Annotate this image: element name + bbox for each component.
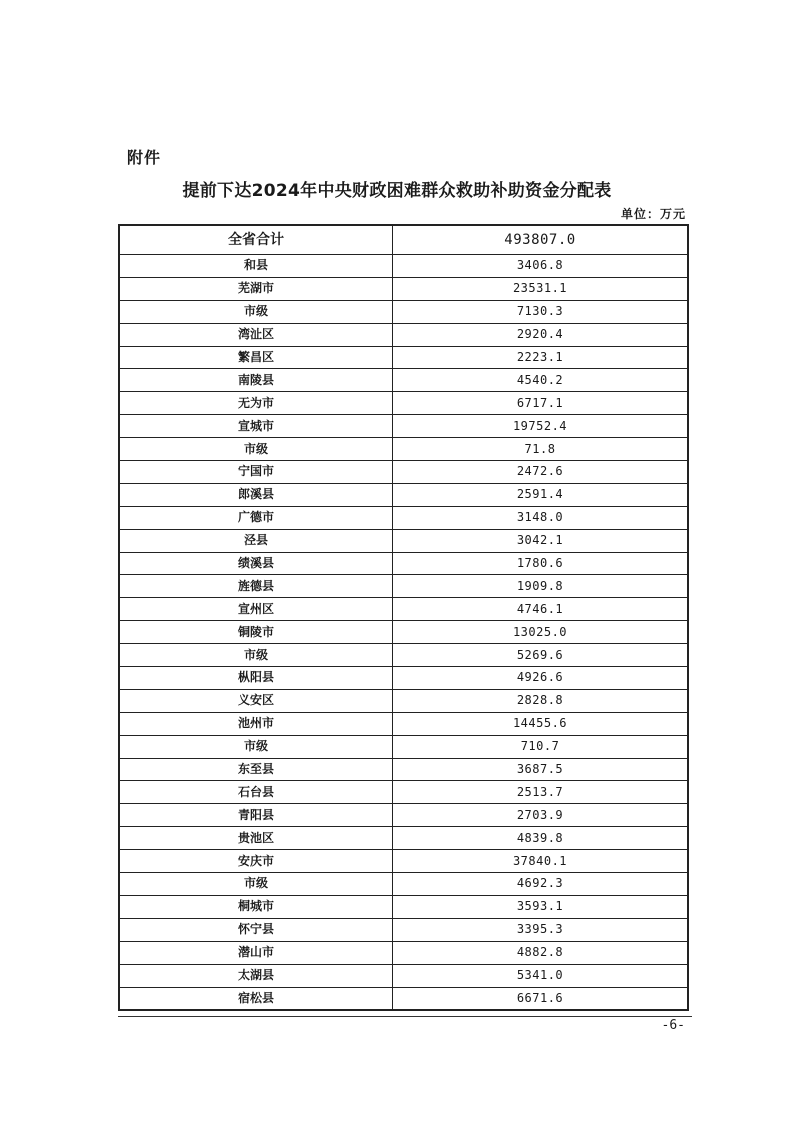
region-name: 全省合计 [119, 225, 393, 255]
region-name: 市级 [119, 873, 393, 896]
document-title: 提前下达2024年中央财政困难群众救助补助资金分配表 [182, 181, 612, 201]
amount-value: 7130.3 [393, 300, 689, 323]
amount-value: 4746.1 [393, 598, 689, 621]
region-name: 市级 [119, 438, 393, 461]
amount-value: 3042.1 [393, 529, 689, 552]
region-name: 东至县 [119, 758, 393, 781]
region-name: 繁昌区 [119, 346, 393, 369]
amount-value: 1909.8 [393, 575, 689, 598]
table-row [119, 575, 688, 598]
amount-value: 3593.1 [393, 895, 689, 918]
region-name: 桐城市 [119, 895, 393, 918]
amount-value: 1780.6 [393, 552, 689, 575]
region-name: 宁国市 [119, 461, 393, 484]
amount-value: 4839.8 [393, 827, 689, 850]
amount-value: 2223.1 [393, 346, 689, 369]
attachment-label: 附件 [127, 148, 162, 167]
table-row [119, 552, 688, 575]
table-row [119, 804, 688, 827]
region-name: 枞阳县 [119, 667, 393, 690]
table-row [119, 461, 688, 484]
table-row [119, 506, 688, 529]
region-name: 广德市 [119, 506, 393, 529]
region-name: 无为市 [119, 392, 393, 415]
amount-value: 23531.1 [393, 277, 689, 300]
table-row [119, 827, 688, 850]
table-row [119, 438, 688, 461]
amount-value: 2513.7 [393, 781, 689, 804]
amount-value: 4926.6 [393, 667, 689, 690]
region-name: 义安区 [119, 689, 393, 712]
region-name: 安庆市 [119, 850, 393, 873]
amount-value: 2920.4 [393, 323, 689, 346]
table-row [119, 850, 688, 873]
table-row [119, 895, 688, 918]
region-name: 青阳县 [119, 804, 393, 827]
amount-value: 710.7 [393, 735, 689, 758]
amount-value: 3687.5 [393, 758, 689, 781]
region-name: 和县 [119, 255, 393, 278]
region-name: 郎溪县 [119, 483, 393, 506]
region-name: 宣城市 [119, 415, 393, 438]
amount-value: 2472.6 [393, 461, 689, 484]
amount-value: 3395.3 [393, 918, 689, 941]
amount-value: 3148.0 [393, 506, 689, 529]
region-name: 怀宁县 [119, 918, 393, 941]
amount-value: 493807.0 [393, 225, 689, 255]
table-row [119, 392, 688, 415]
table-row [119, 644, 688, 667]
table-row [119, 323, 688, 346]
amount-value: 2591.4 [393, 483, 689, 506]
table-row [119, 598, 688, 621]
table-row [119, 712, 688, 735]
region-name: 泾县 [119, 529, 393, 552]
table-row [119, 483, 688, 506]
region-name: 湾沚区 [119, 323, 393, 346]
table-row [119, 667, 688, 690]
amount-value: 2703.9 [393, 804, 689, 827]
amount-value: 4882.8 [393, 941, 689, 964]
amount-value: 71.8 [393, 438, 689, 461]
table-row [119, 941, 688, 964]
amount-value: 4540.2 [393, 369, 689, 392]
region-name: 旌德县 [119, 575, 393, 598]
region-name: 市级 [119, 735, 393, 758]
amount-value: 2828.8 [393, 689, 689, 712]
allocation-table [118, 224, 689, 1011]
amount-value: 14455.6 [393, 712, 689, 735]
region-name: 太湖县 [119, 964, 393, 987]
table-row [119, 300, 688, 323]
amount-value: 6671.6 [393, 987, 689, 1010]
region-name: 池州市 [119, 712, 393, 735]
table-row [119, 873, 688, 896]
table-row [119, 277, 688, 300]
amount-value: 5341.0 [393, 964, 689, 987]
table-row [119, 415, 688, 438]
table-row [119, 346, 688, 369]
amount-value: 5269.6 [393, 644, 689, 667]
page-number: -6- [661, 1018, 685, 1033]
table-row [119, 621, 688, 644]
region-name: 贵池区 [119, 827, 393, 850]
region-name: 石台县 [119, 781, 393, 804]
table-row [119, 529, 688, 552]
table-row [119, 369, 688, 392]
region-name: 绩溪县 [119, 552, 393, 575]
table-row [119, 758, 688, 781]
unit-label: 单位：万元 [620, 207, 686, 221]
amount-value: 13025.0 [393, 621, 689, 644]
table-row-total [119, 225, 688, 255]
amount-value: 4692.3 [393, 873, 689, 896]
table-row [119, 964, 688, 987]
amount-value: 19752.4 [393, 415, 689, 438]
region-name: 市级 [119, 300, 393, 323]
table-row [119, 735, 688, 758]
table-body [119, 225, 688, 1010]
region-name: 宿松县 [119, 987, 393, 1010]
amount-value: 6717.1 [393, 392, 689, 415]
bottom-divider [118, 1016, 692, 1017]
region-name: 铜陵市 [119, 621, 393, 644]
region-name: 潜山市 [119, 941, 393, 964]
region-name: 南陵县 [119, 369, 393, 392]
table-row [119, 918, 688, 941]
amount-value: 3406.8 [393, 255, 689, 278]
amount-value: 37840.1 [393, 850, 689, 873]
table-row [119, 781, 688, 804]
table-row [119, 689, 688, 712]
table-row [119, 255, 688, 278]
region-name: 芜湖市 [119, 277, 393, 300]
table-row [119, 987, 688, 1010]
region-name: 宣州区 [119, 598, 393, 621]
region-name: 市级 [119, 644, 393, 667]
